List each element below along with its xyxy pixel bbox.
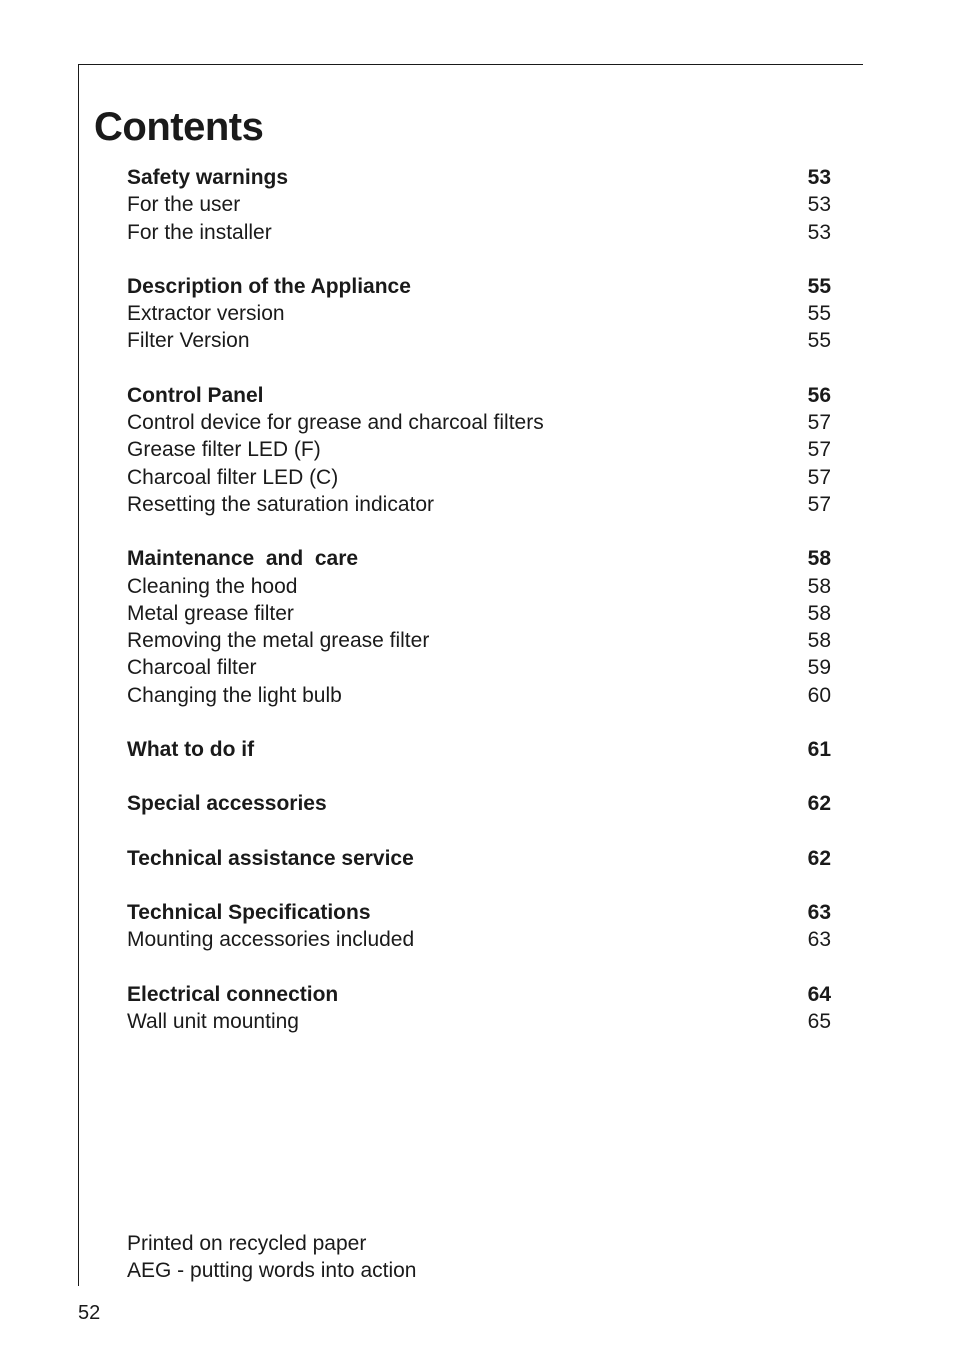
toc-entry-label: Filter Version [127, 329, 250, 353]
toc-heading-row [127, 736, 831, 763]
page-number: 52 [78, 1302, 101, 1324]
toc-entry-label: For the user [127, 193, 241, 217]
toc-entry-page-number: 60 [807, 683, 831, 707]
toc-entry-page-number: 53 [807, 220, 831, 244]
toc-heading-row [127, 164, 831, 191]
toc-entry-label: Resetting the saturation indicator [127, 492, 435, 516]
toc-heading-page-number: 63 [807, 900, 831, 924]
toc-heading-page-number: 62 [807, 792, 831, 816]
toc-heading-row [127, 845, 831, 872]
toc-heading-label: Technical assistance service [127, 846, 414, 870]
toc-entry-page-number: 65 [807, 1009, 831, 1033]
toc-entry-page-number: 63 [807, 928, 831, 952]
footer-line-recycled: Printed on recycled paper [127, 1232, 367, 1255]
toc-entry-label: Cleaning the hood [127, 574, 298, 598]
left-rule [78, 64, 79, 1286]
toc-heading-page-number: 56 [807, 383, 831, 407]
toc-entry-label: Extractor version [127, 302, 285, 326]
toc-section [127, 981, 831, 1036]
toc-entry-page-number: 57 [807, 492, 831, 516]
toc-entry-page-number: 58 [807, 574, 831, 598]
toc-heading-row [127, 981, 831, 1008]
toc-entry-label: Wall unit mounting [127, 1009, 299, 1033]
toc-heading-label: Special accessories [127, 792, 327, 816]
toc-entry-label: Charcoal filter LED (C) [127, 465, 339, 489]
toc-heading-label: Description of the Appliance [127, 274, 411, 298]
toc-heading-row [127, 382, 831, 409]
toc-entry-page-number: 58 [807, 601, 831, 625]
toc-entry-page-number: 57 [807, 411, 831, 435]
toc-entry-row [127, 926, 831, 953]
table-of-contents [127, 164, 831, 1062]
toc-entry-page-number: 58 [807, 629, 831, 653]
toc-heading-row [127, 899, 831, 926]
toc-entry-row [127, 573, 831, 600]
toc-heading-row [127, 790, 831, 817]
toc-entry-row [127, 219, 831, 246]
toc-section [127, 899, 831, 954]
toc-entry-row [127, 436, 831, 463]
toc-entry-label: Grease filter LED (F) [127, 438, 321, 462]
toc-entry-page-number: 59 [807, 656, 831, 680]
toc-entry-label: Mounting accessories included [127, 928, 415, 952]
toc-heading-row [127, 545, 831, 572]
toc-heading-label: Technical Specifications [127, 900, 371, 924]
toc-section [127, 736, 831, 763]
toc-entry-row [127, 600, 831, 627]
toc-heading-row [127, 273, 831, 300]
toc-heading-page-number: 61 [807, 738, 831, 762]
toc-entry-row [127, 627, 831, 654]
page-title: Contents [94, 105, 264, 149]
toc-heading-page-number: 53 [807, 166, 831, 189]
top-rule [78, 64, 863, 65]
toc-heading-label: Electrical connection [127, 982, 339, 1006]
toc-heading-label: Maintenance and care [127, 547, 359, 571]
toc-section [127, 845, 831, 872]
toc-entry-row [127, 409, 831, 436]
toc-section [127, 790, 831, 817]
toc-heading-label: Safety warnings [127, 166, 289, 189]
toc-heading-page-number: 58 [807, 547, 831, 571]
toc-entry-row [127, 300, 831, 327]
toc-heading-page-number: 55 [807, 274, 831, 298]
toc-entry-page-number: 55 [807, 302, 831, 326]
toc-heading-label: Control Panel [127, 383, 264, 407]
toc-entry-page-number: 53 [807, 193, 831, 217]
toc-entry-row [127, 191, 831, 218]
toc-heading-page-number: 62 [807, 846, 831, 870]
toc-entry-page-number: 57 [807, 438, 831, 462]
toc-entry-label: Changing the light bulb [127, 683, 342, 707]
toc-entry-label: For the installer [127, 220, 272, 244]
toc-section [127, 545, 831, 709]
toc-heading-page-number: 64 [807, 982, 831, 1006]
toc-section [127, 273, 831, 355]
toc-entry-label: Metal grease filter [127, 601, 294, 625]
toc-entry-page-number: 55 [807, 329, 831, 353]
toc-entry-row [127, 327, 831, 354]
toc-entry-row [127, 682, 831, 709]
toc-heading-label: What to do if [127, 738, 255, 762]
toc-section [127, 164, 831, 246]
toc-entry-row [127, 464, 831, 491]
toc-entry-label: Removing the metal grease filter [127, 629, 430, 653]
toc-section [127, 382, 831, 518]
toc-entry-row [127, 1008, 831, 1035]
toc-entry-page-number: 57 [807, 465, 831, 489]
footer-notes [127, 1230, 416, 1284]
toc-entry-label: Charcoal filter [127, 656, 257, 680]
toc-entry-label: Control device for grease and charcoal filters [127, 411, 544, 435]
footer-line-slogan: AEG - putting words into action [127, 1259, 417, 1282]
toc-entry-row [127, 491, 831, 518]
toc-entry-row [127, 654, 831, 681]
